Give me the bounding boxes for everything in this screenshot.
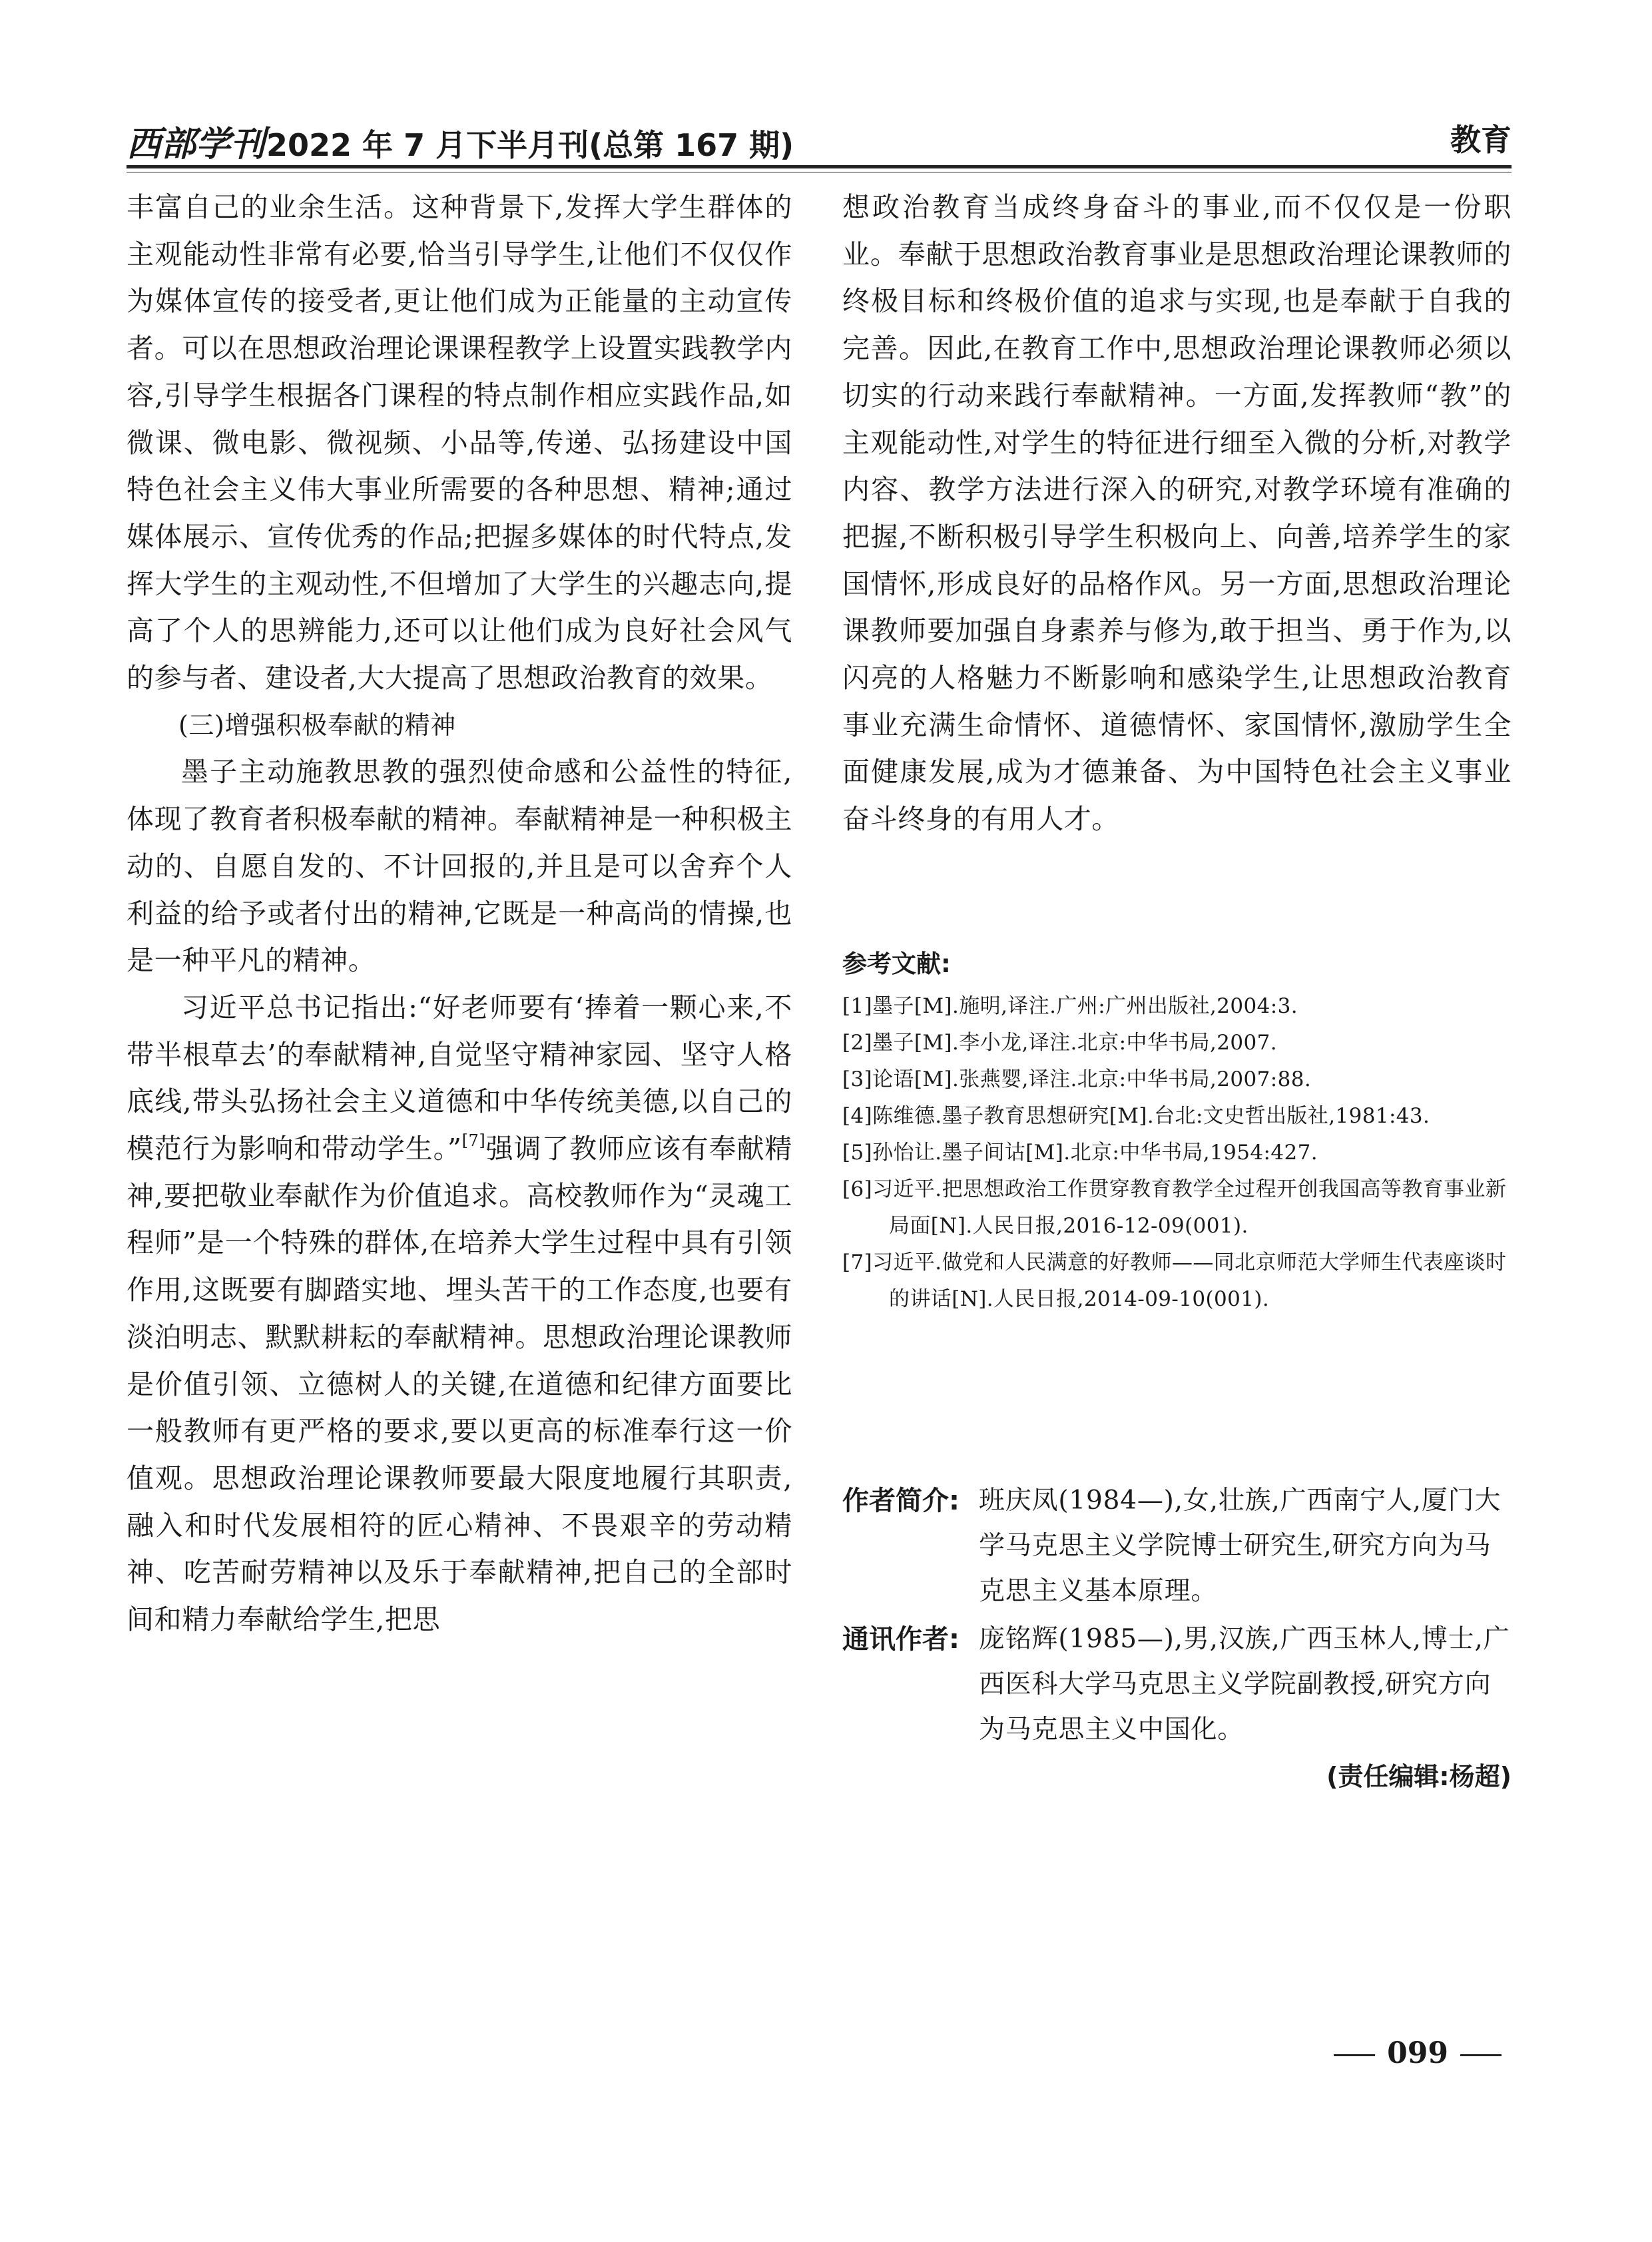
reference-item: [4]陈维德.墨子教育思想研究[M].台北:文史哲出版社,1981:43. bbox=[842, 1104, 1430, 1128]
page-number-footer bbox=[1322, 2036, 1514, 2070]
page-number: 099 bbox=[1387, 2036, 1448, 2070]
references-section bbox=[842, 944, 1512, 1318]
citation-marker: [7] bbox=[461, 1131, 486, 1151]
reference-item: [3]论语[M].张燕婴,译注.北京:中华书局,2007:88. bbox=[842, 1067, 1312, 1091]
issue-info: 2022 年 7 月下半月刊(总第 167 期) bbox=[266, 127, 794, 163]
dash-left bbox=[1334, 2054, 1375, 2056]
paragraph: 墨子主动施教思教的强烈使命感和公益性的特征,体现了教育者积极奉献的精神。奉献精神是一种积极主动的、自愿自发的、不计回报的,并且是可以舍弃个人利益的给予或者付出的精神,它既是一种高尚的情操,也是一种平凡的精神。 bbox=[127, 756, 792, 977]
author-notes bbox=[842, 1478, 1512, 1798]
header-left bbox=[127, 116, 794, 166]
corresponding-author-label: 通讯作者: bbox=[842, 1624, 960, 1655]
paragraph-continued: 想政治教育当成终身奋斗的事业,而不仅仅是一份职业。奉献于思想政治教育事业是思想政治理论课教师的终极目标和终极价值的追求与实现,也是奉献于自我的完善。因此,在教育工作中,思想政治理论课教师必须以切实的行动来践行奉献精神。一方面,发挥教师“教”的主观能动性,对学生的特征进行细至入微的分析,对教学内容、教学方法进行深入的研究,对教学环境有准确的把握,不断积极引导学生积极向上、向善,培养学生的家国情怀,形成良好的品格作风。另一方面,思想政治理论课教师要加强自身素养与修为,敢于担当、勇于作为,以闪亮的人格魅力不断影响和感染学生,让思想政治教育事业充满生命情怀、道德情怀、家国情怀,激励学生全面健康发展,成为才德兼备、为中国特色社会主义事业奋斗终身的有用人才。 bbox=[842, 191, 1512, 836]
reference-item: [1]墨子[M].施明,译注.广州:广州出版社,2004:3. bbox=[842, 994, 1298, 1018]
author-bio bbox=[842, 1478, 1512, 1614]
reference-item: [7]习近平.做党和人民满意的好教师——同北京师范大学师生代表座谈时的讲话[N].人民日报,2014-09-10(001). bbox=[842, 1251, 1507, 1311]
section-subheading: (三)增强积极奉献的精神 bbox=[178, 710, 456, 740]
journal-name: 西部学刊 bbox=[127, 124, 266, 164]
section-name: 教育 bbox=[1450, 122, 1512, 158]
right-column bbox=[842, 184, 1512, 843]
reference-item: [2]墨子[M].李小龙,译注.北京:中华书局,2007. bbox=[842, 1031, 1278, 1055]
running-header bbox=[127, 113, 1512, 166]
dash-right bbox=[1460, 2054, 1502, 2056]
responsible-editor: (责任编辑:杨超) bbox=[1326, 1762, 1512, 1791]
author-bio-text: 班庆凤(1984—),女,壮族,广西南宁人,厦门大学马克思主义学院博士研究生,研究方向为马克思主义基本原理。 bbox=[979, 1486, 1502, 1606]
paragraph-with-citation bbox=[127, 984, 792, 1643]
paragraph-text: 强调了教师应该有奉献精神,要把敬业奉献作为价值追求。高校教师作为“灵魂工程师”是一个特殊的群体,在培养大学生过程中具有引领作用,这既要有脚踏实地、埋头苦干的工作态度,也要有淡泊明志、默默耕耘的奉献精神。思想政治理论课教师是价值引领、立德树人的关键,在道德和纪律方面要比一般教师有更严格的要求,要以更高的标准奉行这一价值观。思想政治理论课教师要最大限度地履行其职责,融入和时代发展相符的匠心精神、不畏艰辛的劳动精神、吃苦耐劳精神以及乐于奉献精神,把自己的全部时间和精力奉献给学生,把思 bbox=[127, 1133, 792, 1636]
reference-item: [5]孙怡让.墨子间诂[M].北京:中华书局,1954:427. bbox=[842, 1141, 1318, 1165]
header-rule bbox=[127, 165, 1512, 168]
references-title: 参考文献: bbox=[842, 950, 951, 978]
corresponding-author bbox=[842, 1617, 1512, 1753]
reference-item: [6]习近平.把思想政治工作贯穿教育教学全过程开创我国高等教育事业新局面[N].人民日报,2016-12-09(001). bbox=[842, 1177, 1507, 1238]
paragraph-continued: 丰富自己的业余生活。这种背景下,发挥大学生群体的主观能动性非常有必要,恰当引导学生,让他们不仅仅作为媒体宣传的接受者,更让他们成为正能量的主动宣传者。可以在思想政治理论课课程教学上设置实践教学内容,引导学生根据各门课程的特点制作相应实践作品,如微课、微电影、微视频、小品等,传递、弘扬建设中国特色社会主义伟大事业所需要的各种思想、精神;通过媒体展示、宣传优秀的作品;把握多媒体的时代特点,发挥大学生的主观动性,不但增加了大学生的兴趣志向,提高了个人的思辨能力,还可以让他们成为良好社会风气的参与者、建设者,大大提高了思想政治教育的效果。 bbox=[127, 191, 792, 695]
left-column bbox=[127, 184, 792, 1643]
quote-text: 习近平总书记指出:“好老师要有‘捧着一颗心来,不带半根草去’的奉献精神,自觉坚守精神家园、坚守人格底线,带头弘扬社会主义道德和中华传统美德,以自己的模范行为影响和带动学生。” bbox=[127, 991, 792, 1165]
author-bio-label: 作者简介: bbox=[842, 1486, 960, 1516]
corresponding-author-text: 庞铭辉(1985—),男,汉族,广西玉林人,博士,广西医科大学马克思主义学院副教授,研究方向为马克思主义中国化。 bbox=[979, 1624, 1510, 1745]
